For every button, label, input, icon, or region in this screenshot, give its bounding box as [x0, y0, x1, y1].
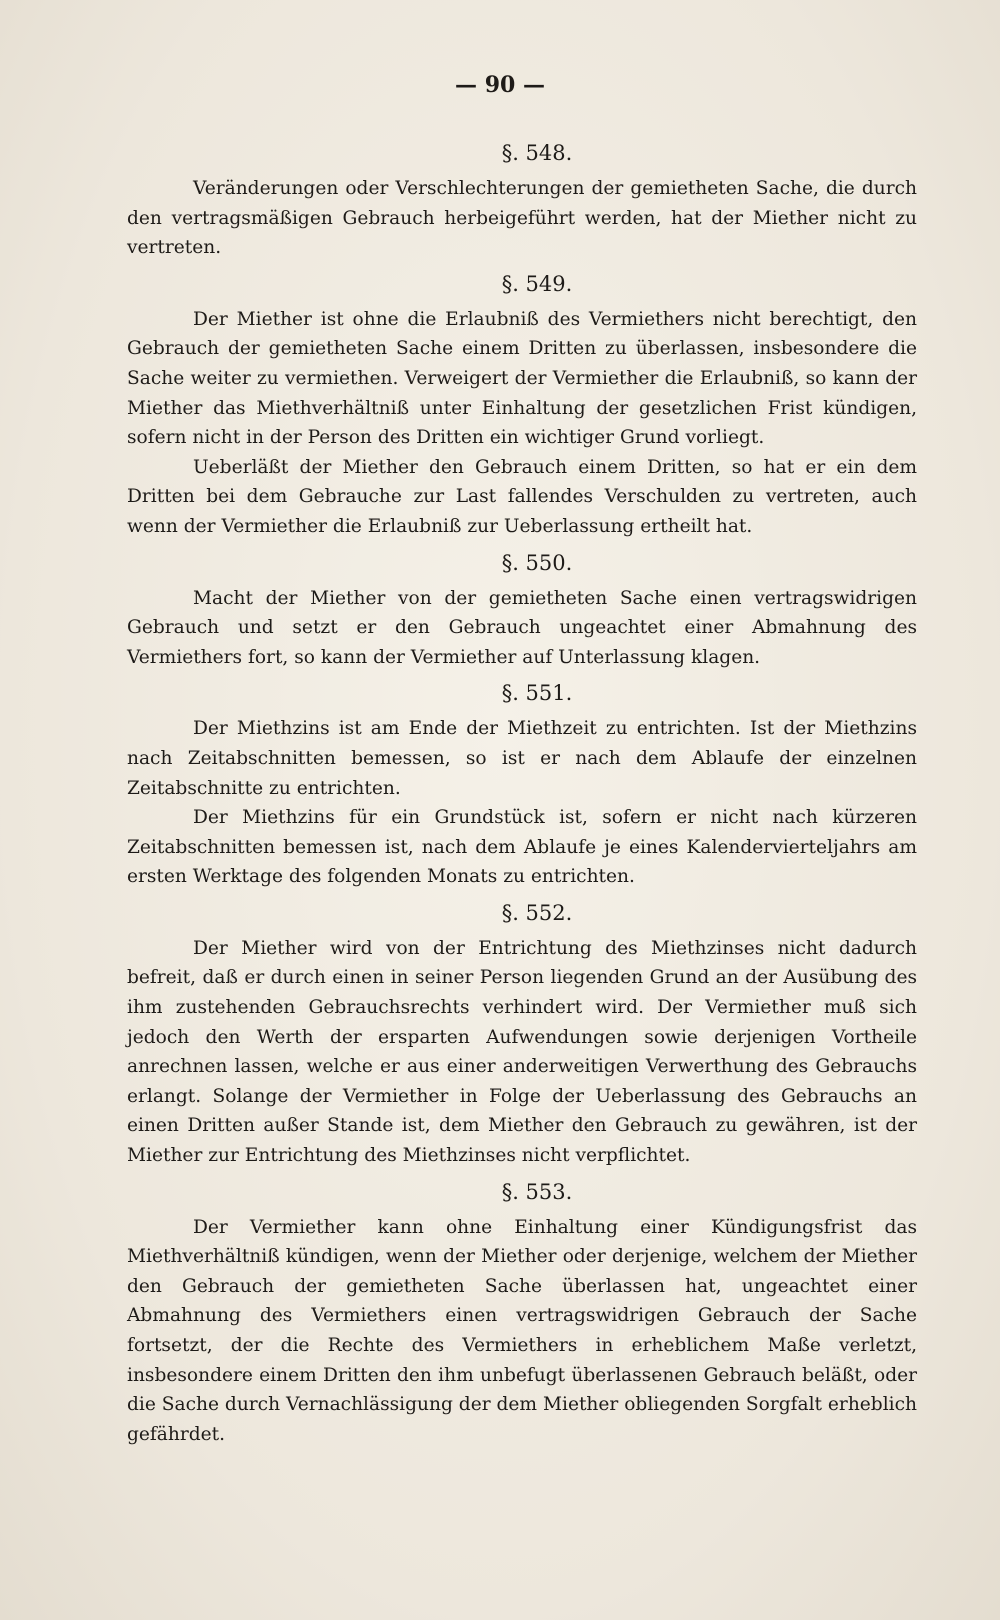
- section-551: [127, 678, 917, 892]
- paragraph: Ueberläßt der Miether den Gebrauch einem Dritten, so hat er ein dem Dritten bei dem Gebrauche zur Last fallendes Verschulden zu vertreten, auch wenn der Vermiether die Erlaubniß zur Ueberlassung ertheilt hat.: [127, 456, 917, 537]
- paragraph: Veränderungen oder Verschlechterungen der gemietheten Sache, die durch den vertragsmäßigen Gebrauch herbeigeführt werden, hat der Miether nicht zu vertreten.: [127, 178, 917, 259]
- section-550: [127, 548, 917, 673]
- section-heading: §. 553.: [501, 1179, 573, 1204]
- section-heading: §. 550.: [501, 550, 573, 575]
- paragraph: Der Miether ist ohne die Erlaubniß des Vermiethers nicht berechtigt, den Gebrauch der gemietheten Sache einem Dritten zu überlassen, insbesondere die Sache weiter zu vermiethen. Verweigert der Vermiether die Erlaubniß, so kann der Miether das Miethverhältniß unter Einhaltung der gesetzlichen Frist kündigen, sofern nicht in der Person des Dritten ein wichtiger Grund vorliegt.: [127, 308, 917, 449]
- text-column: [127, 132, 917, 1449]
- section-heading: §. 552.: [501, 900, 573, 925]
- paragraph: Der Miethzins für ein Grundstück ist, sofern er nicht nach kürzeren Zeitabschnitten bemessen ist, nach dem Ablaufe je eines Kalendervierteljahrs am ersten Werktage des folgenden Monats zu entrichten.: [127, 807, 917, 888]
- section-548: [127, 138, 917, 263]
- paragraph: Macht der Miether von der gemietheten Sache einen vertragswidrigen Gebrauch und setzt er den Gebrauch ungeachtet einer Abmahnung des Vermiethers fort, so kann der Vermiether auf Unterlassung klagen.: [127, 587, 917, 668]
- page-number: — 90 —: [455, 72, 545, 98]
- section-heading: §. 551.: [501, 681, 573, 706]
- paragraph: Der Miether wird von der Entrichtung des Miethzinses nicht dadurch befreit, daß er durch einen in seiner Person liegenden Grund an der Ausübung des ihm zustehenden Gebrauchsrechts verhindert wird. Der Vermiether muß sich jedoch den Werth der ersparten Aufwendungen sowie derjenigen Vortheile anrechnen lassen, welche er aus einer anderweitigen Verwerthung des Gebrauchs erlangt. Solange der Vermiether in Folge der Ueberlassung des Gebrauchs an einen Dritten außer Stande ist, dem Miether den Gebrauch zu gewähren, ist der Miether zur Entrichtung des Miethzinses nicht verpflichtet.: [127, 937, 917, 1167]
- paragraph: Der Vermiether kann ohne Einhaltung einer Kündigungsfrist das Miethverhältniß kündigen, wenn der Miether oder derjenige, welchem der Miether den Gebrauch der gemietheten Sache überlassen hat, ungeachtet einer Abmahnung des Vermiethers einen vertragswidrigen Gebrauch der Sache fortsetzt, der die Rechte des Vermiethers in erheblichem Maße verletzt, insbesondere einem Dritten den ihm unbefugt überlassenen Gebrauch beläßt, oder die Sache durch Vernachlässigung der dem Miether obliegenden Sorgfalt erheblich gefährdet.: [127, 1216, 917, 1445]
- section-heading: §. 548.: [501, 141, 573, 165]
- section-549: [127, 269, 917, 542]
- section-553: [127, 1177, 917, 1450]
- paragraph: Der Miethzins ist am Ende der Miethzeit zu entrichten. Ist der Miethzins nach Zeitabschnitten bemessen, so ist er nach dem Ablaufe der einzelnen Zeitabschnitte zu entrichten.: [127, 718, 917, 799]
- section-heading: §. 549.: [501, 271, 573, 296]
- section-552: [127, 898, 917, 1171]
